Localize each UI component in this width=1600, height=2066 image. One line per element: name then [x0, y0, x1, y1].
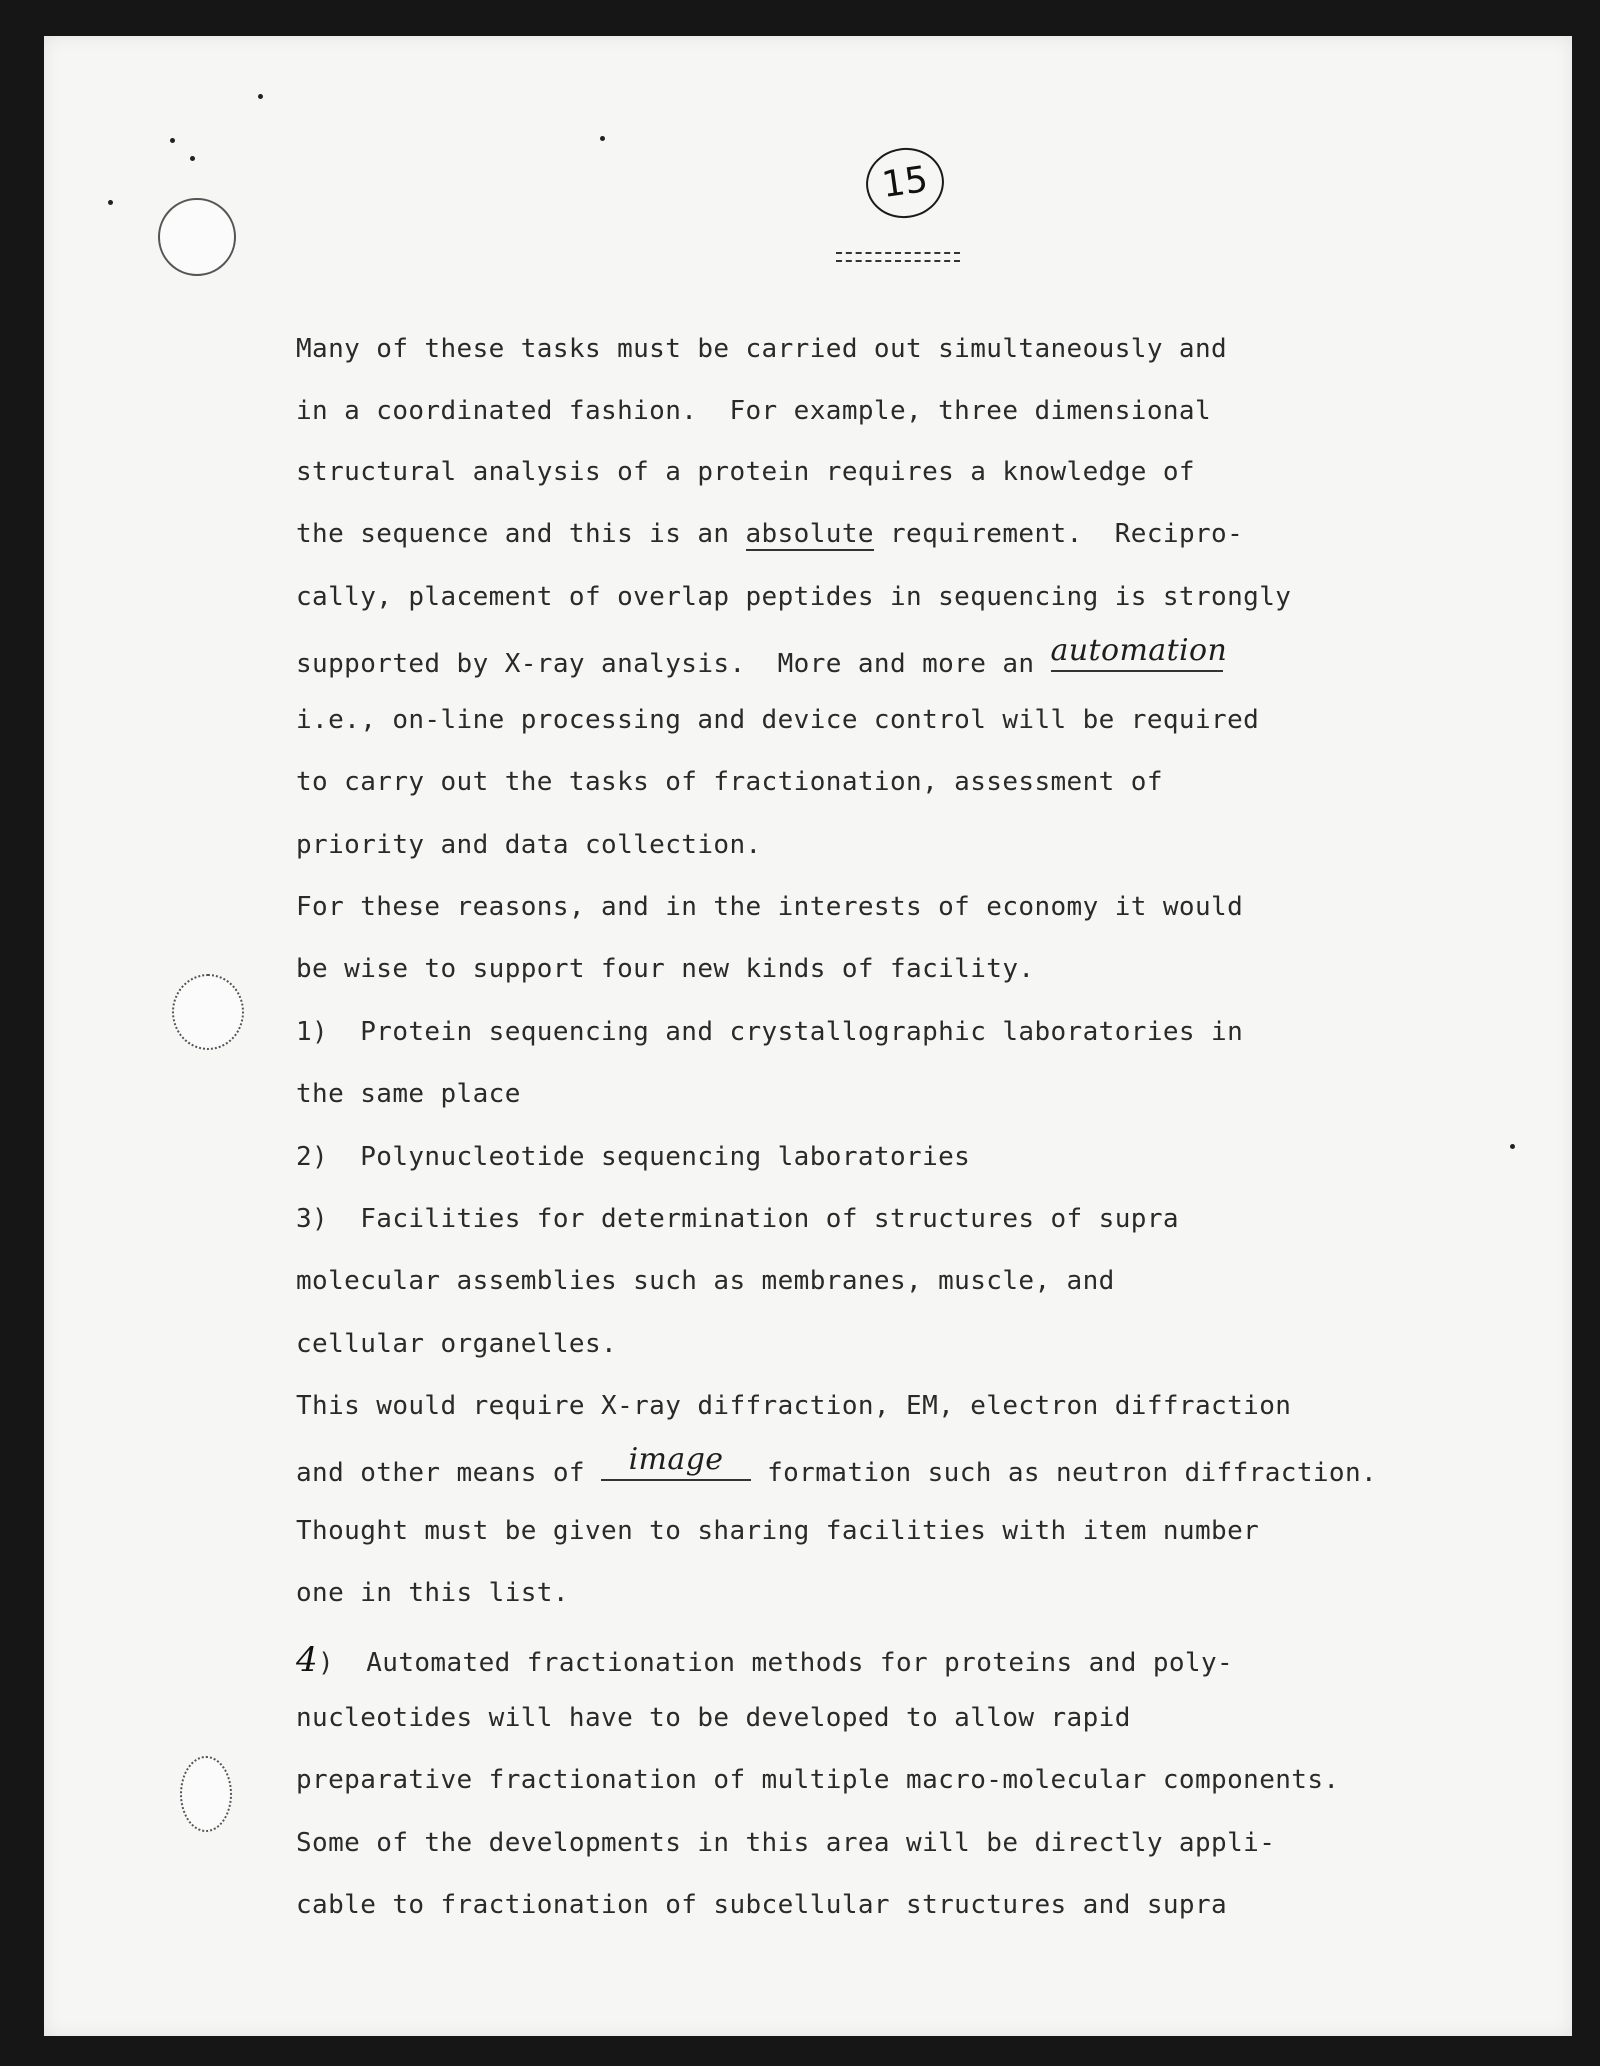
text-line: i.e., on-line processing and device control will be required: [296, 705, 1260, 735]
text-line: Thought must be given to sharing facilities with item number: [296, 1516, 1260, 1546]
list-item: cellular organelles.: [296, 1329, 618, 1359]
page-number-circled: 15: [862, 143, 949, 223]
list-item: 2) Polynucleotide sequencing laboratories: [296, 1142, 971, 1172]
text-line: to carry out the tasks of fractionation, assessment of: [296, 767, 1163, 797]
text-line: Many of these tasks must be carried out simultaneously and: [296, 334, 1228, 364]
underlined-word: absolute: [745, 519, 874, 549]
scan-speck: [258, 94, 263, 99]
scan-speck: [190, 156, 195, 161]
text-line: This would require X-ray diffraction, EM, electron diffraction: [296, 1391, 1292, 1421]
list-item: cable to fractionation of subcellular structures and supra: [296, 1890, 1228, 1920]
text-span: ) Automated fractionation methods for proteins and poly-: [318, 1648, 1234, 1678]
punch-hole-top: [158, 198, 236, 276]
text-line: [296, 1442, 1378, 1488]
text-line: one in this list.: [296, 1578, 569, 1608]
list-item: Some of the developments in this area will be directly appli-: [296, 1828, 1276, 1858]
text-span: and other means of: [296, 1458, 602, 1488]
text-line: For these reasons, and in the interests of economy it would: [296, 892, 1244, 922]
handwritten-blank: [1050, 633, 1228, 672]
text-line: be wise to support four new kinds of facility.: [296, 954, 1035, 984]
scan-speck: [1510, 1144, 1515, 1149]
list-item: the same place: [296, 1079, 521, 1109]
text-line: priority and data collection.: [296, 830, 762, 860]
list-item: molecular assemblies such as membranes, muscle, and: [296, 1266, 1115, 1296]
scan-speck: [600, 136, 605, 141]
text-span: the sequence and this is an: [296, 519, 746, 549]
list-item: 3) Facilities for determination of structures of supra: [296, 1204, 1179, 1234]
list-item: [296, 1640, 1233, 1680]
handwritten-word: automation: [1050, 633, 1228, 668]
list-item: nucleotides will have to be developed to allow rapid: [296, 1703, 1131, 1733]
handwritten-word: image: [628, 1442, 724, 1477]
text-span: formation such as neutron diffraction.: [751, 1458, 1378, 1488]
scan-speck: [170, 138, 175, 143]
list-item: preparative fractionation of multiple macro-molecular components.: [296, 1765, 1340, 1795]
handwritten-blank: [601, 1442, 751, 1481]
text-line: in a coordinated fashion. For example, three dimensional: [296, 396, 1212, 426]
punch-hole-middle: [172, 974, 244, 1050]
handwritten-number: 4: [296, 1640, 319, 1680]
text-line: [296, 519, 1243, 549]
scan-speck: [108, 200, 113, 205]
header-rule: [836, 252, 960, 262]
text-span: requirement. Recipro-: [873, 519, 1244, 549]
text-span: supported by X-ray analysis. More and more an: [296, 649, 1051, 679]
text-line: cally, placement of overlap peptides in sequencing is strongly: [296, 582, 1292, 612]
punch-hole-bottom: [180, 1756, 232, 1832]
text-line: structural analysis of a protein requires a knowledge of: [296, 457, 1195, 487]
text-line: [296, 633, 1228, 679]
list-item: 1) Protein sequencing and crystallographic laboratories in: [296, 1017, 1244, 1047]
